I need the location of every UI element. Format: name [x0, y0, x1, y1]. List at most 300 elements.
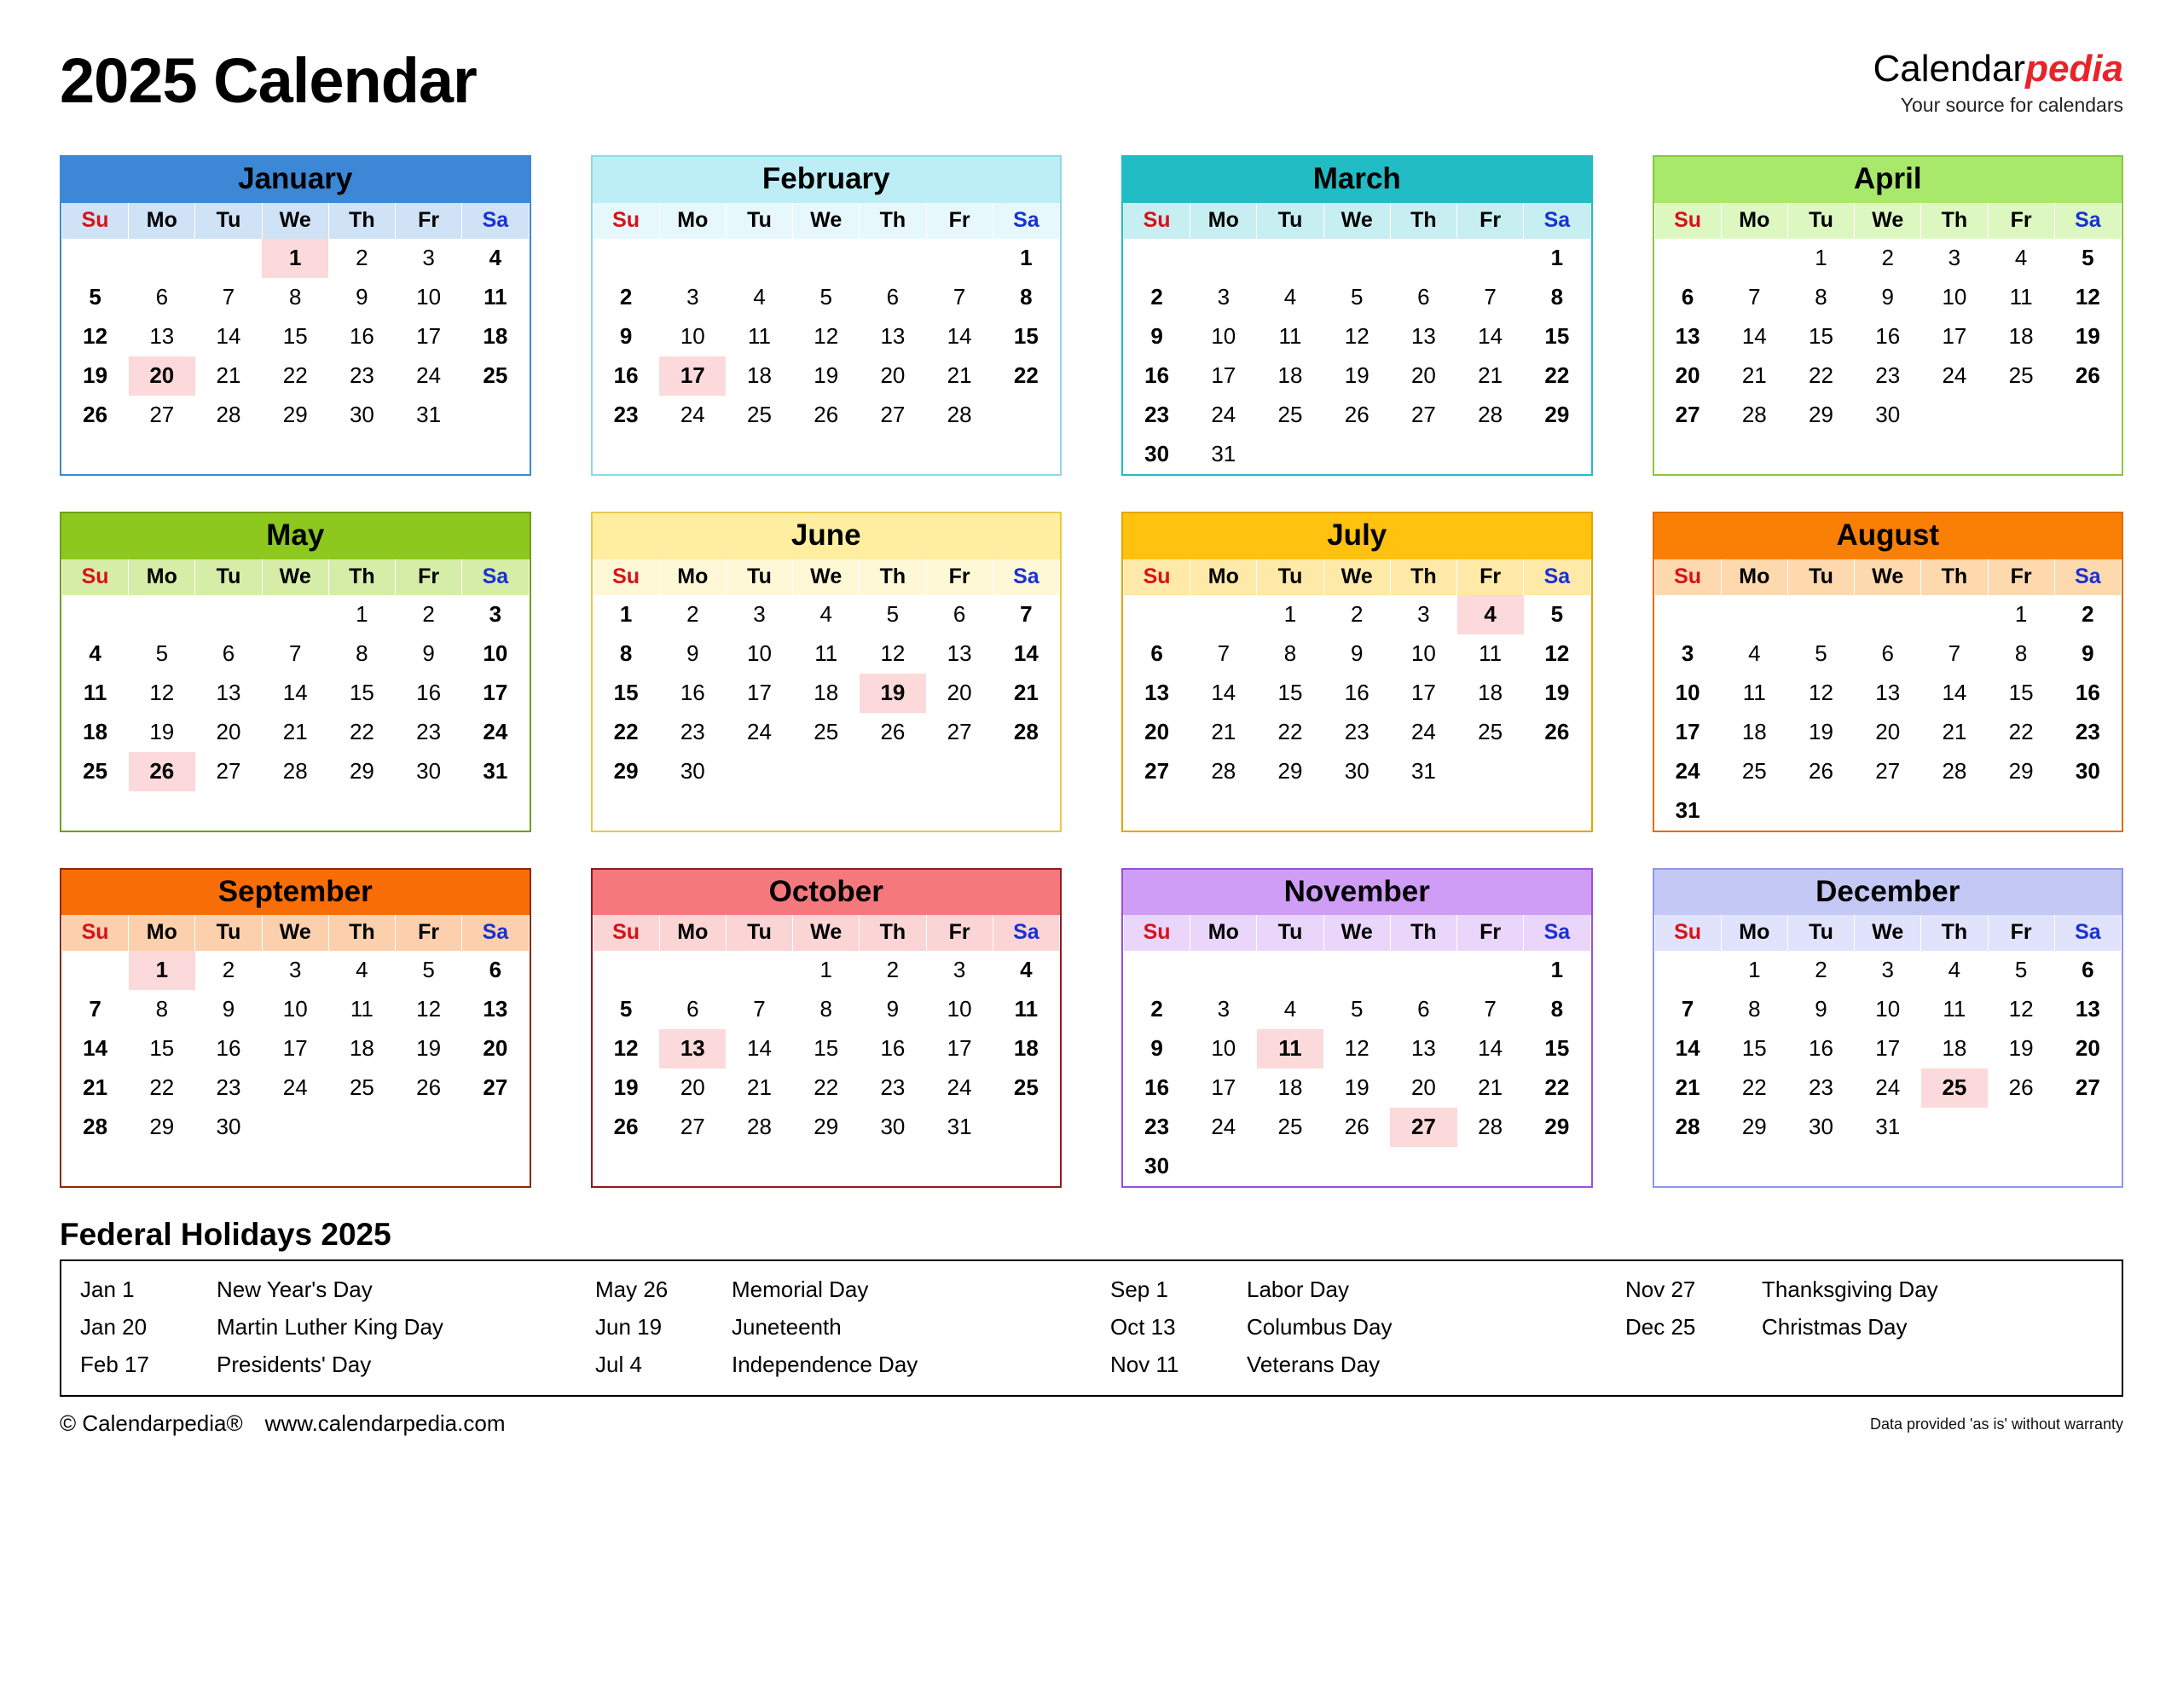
day-cell: 9: [356, 283, 368, 310]
day-cell: 15: [1809, 322, 1833, 349]
weekday-tu: Tu: [195, 915, 262, 951]
day-cell: 1: [2014, 600, 2028, 627]
day-cell-empty: [993, 396, 1059, 435]
holiday-name: Memorial Day: [732, 1277, 869, 1303]
holiday-date: Jan 1: [80, 1277, 135, 1303]
day-cell: 2: [1150, 996, 1163, 1022]
weekday-we: We: [793, 203, 860, 239]
day-cell-empty: [1190, 951, 1257, 990]
day-cell-empty: [129, 239, 195, 278]
weekday-sa: Sa: [462, 559, 529, 595]
day-cell: 21: [1013, 679, 1039, 705]
day-cell-empty: [1921, 595, 1988, 634]
day-cell: 15: [814, 1035, 839, 1062]
day-cell: 1: [1550, 244, 1564, 270]
month-title: November: [1123, 870, 1591, 916]
day-cell-empty: [1921, 791, 1988, 831]
day-cell: 8: [1550, 996, 1564, 1022]
day-cell-empty: [1257, 1147, 1323, 1186]
day-cell: 31: [947, 1114, 972, 1140]
day-cell: 20: [1144, 718, 1170, 744]
day-cell: 22: [1741, 1074, 1767, 1101]
day-cell: 5: [1350, 996, 1364, 1022]
holiday-row: [80, 1271, 568, 1309]
page-footer: [60, 1410, 2123, 1437]
week-row: [1124, 1147, 1591, 1186]
months-grid: [60, 155, 2123, 1188]
week-row: [62, 674, 530, 713]
month-table: [61, 203, 530, 435]
weekday-we: We: [262, 203, 328, 239]
day-cell: 28: [83, 1114, 108, 1140]
day-cell: 16: [1144, 362, 1170, 388]
month-title: January: [61, 157, 530, 203]
day-cell-empty: [793, 239, 860, 278]
weekday-we: We: [1855, 203, 1921, 239]
day-cell: 13: [149, 322, 175, 349]
day-cell: 13: [880, 322, 906, 349]
day-cell-empty: [1457, 752, 1524, 791]
holiday-name: New Year's Day: [217, 1277, 373, 1303]
day-cell: 27: [1390, 1108, 1456, 1147]
day-cell-empty: [2054, 1108, 2121, 1147]
month-may: [60, 512, 531, 832]
day-cell: 25: [814, 718, 839, 744]
holidays-section: [60, 1217, 2123, 1397]
day-cell-empty: [1457, 951, 1524, 990]
weekday-tu: Tu: [1787, 203, 1854, 239]
holiday-row: [595, 1309, 1083, 1346]
day-cell: 9: [886, 996, 900, 1022]
week-row: [593, 951, 1060, 990]
day-cell-empty: [195, 595, 262, 634]
week-row: [593, 713, 1060, 752]
day-cell: 17: [659, 356, 726, 396]
holiday-row: [1110, 1346, 1598, 1384]
day-cell: 20: [216, 718, 241, 744]
day-cell: 22: [349, 718, 374, 744]
day-cell: 13: [947, 640, 972, 666]
day-cell: 27: [947, 718, 972, 744]
month-table: [1123, 203, 1591, 474]
day-cell: 19: [149, 718, 175, 744]
day-cell: 6: [686, 996, 699, 1022]
day-cell-empty: [1190, 1147, 1257, 1186]
day-cell: 30: [1144, 1153, 1170, 1179]
day-cell: 8: [1283, 640, 1297, 666]
week-row: [1654, 951, 2122, 990]
day-cell: 29: [1809, 401, 1833, 427]
day-cell: 19: [1544, 679, 1570, 705]
weekday-fr: Fr: [396, 203, 462, 239]
day-cell: 18: [1277, 362, 1303, 388]
weekday-fr: Fr: [1457, 559, 1524, 595]
day-cell-empty: [926, 239, 993, 278]
day-cell: 9: [1881, 283, 1894, 310]
holiday-row: [1110, 1309, 1598, 1346]
day-cell: 27: [149, 401, 175, 427]
day-cell: 5: [1350, 283, 1364, 310]
day-cell: 4: [1948, 957, 1961, 983]
day-cell: 19: [860, 674, 926, 713]
weekday-th: Th: [860, 915, 926, 951]
weekday-su: Su: [1654, 915, 1721, 951]
day-cell-empty: [1921, 396, 1988, 435]
weekday-th: Th: [1390, 915, 1456, 951]
weekday-header-row: [62, 559, 530, 595]
week-row: [593, 278, 1060, 317]
weekday-tu: Tu: [1257, 559, 1323, 595]
day-cell: 17: [282, 1035, 308, 1062]
weekday-su: Su: [1124, 559, 1190, 595]
holiday-name: Thanksgiving Day: [1762, 1277, 1938, 1303]
holiday-row: [1625, 1309, 2113, 1346]
week-row: [62, 951, 530, 990]
week-row: [1654, 278, 2122, 317]
day-cell: 24: [1942, 362, 1967, 388]
weekday-fr: Fr: [926, 203, 993, 239]
day-cell: 8: [155, 996, 169, 1022]
weekday-mo: Mo: [659, 203, 726, 239]
week-row: [593, 396, 1060, 435]
day-cell: 14: [947, 322, 972, 349]
day-cell: 11: [1278, 322, 1302, 349]
day-cell: 28: [1478, 401, 1503, 427]
day-cell: 17: [1675, 718, 1700, 744]
month-title: December: [1654, 870, 2122, 916]
day-cell: 2: [2082, 600, 2094, 627]
brand-block: [1873, 34, 2123, 117]
weekday-we: We: [793, 559, 860, 595]
day-cell: 15: [1741, 1035, 1767, 1062]
day-cell: 30: [349, 401, 374, 427]
weekday-su: Su: [1654, 203, 1721, 239]
weekday-header-row: [62, 915, 530, 951]
day-cell: 10: [947, 996, 972, 1022]
day-cell: 1: [1020, 244, 1033, 270]
copyright: [60, 1410, 505, 1437]
day-cell: 30: [416, 757, 442, 784]
weekday-th: Th: [328, 559, 395, 595]
day-cell: 2: [1150, 283, 1163, 310]
day-cell: 2: [686, 600, 699, 627]
day-cell: 24: [947, 1074, 972, 1101]
day-cell: 5: [2014, 957, 2028, 983]
day-cell: 9: [1350, 640, 1364, 666]
day-cell-empty: [593, 239, 659, 278]
day-cell-empty: [1524, 752, 1590, 791]
week-row: [1654, 595, 2122, 634]
day-cell: 7: [89, 996, 101, 1022]
day-cell: 31: [1875, 1114, 1901, 1140]
weekday-header-row: [1124, 203, 1591, 239]
day-cell-empty: [659, 239, 726, 278]
week-row: [62, 752, 530, 791]
day-cell: 26: [1809, 757, 1833, 784]
day-cell: 2: [619, 283, 633, 310]
day-cell: 19: [2075, 322, 2100, 349]
day-cell: 4: [1283, 283, 1297, 310]
day-cell: 15: [2008, 679, 2034, 705]
day-cell: 12: [1544, 640, 1570, 666]
day-cell: 5: [89, 283, 101, 310]
day-cell-empty: [1921, 1108, 1988, 1147]
day-cell: 6: [1881, 640, 1894, 666]
day-cell: 11: [1479, 640, 1503, 666]
day-cell: 18: [1277, 1074, 1303, 1101]
weekday-sa: Sa: [462, 203, 529, 239]
week-row: [593, 634, 1060, 674]
website-url[interactable]: www.calendarpedia.com: [264, 1410, 506, 1437]
day-cell: 19: [83, 362, 108, 388]
holiday-row: [80, 1346, 568, 1384]
day-cell: 21: [947, 362, 972, 388]
day-cell: 25: [1478, 718, 1503, 744]
day-cell: 10: [1410, 640, 1436, 666]
holiday-column: [61, 1271, 576, 1383]
day-cell: 24: [1211, 1114, 1236, 1140]
day-cell: 2: [886, 957, 900, 983]
day-cell: 18: [814, 679, 839, 705]
month-title: June: [593, 513, 1061, 559]
day-cell-empty: [262, 595, 328, 634]
weekday-mo: Mo: [1190, 915, 1257, 951]
day-cell-empty: [1988, 791, 2054, 831]
day-cell: 14: [1478, 322, 1503, 349]
day-cell: 9: [686, 640, 699, 666]
day-cell: 11: [1014, 996, 1039, 1022]
day-cell: 14: [1675, 1035, 1700, 1062]
day-cell: 18: [1013, 1035, 1039, 1062]
month-table: [593, 559, 1061, 791]
day-cell: 16: [880, 1035, 906, 1062]
day-cell: 24: [1875, 1074, 1901, 1101]
day-cell: 6: [1417, 996, 1430, 1022]
month-title: May: [61, 513, 530, 559]
week-row: [1654, 674, 2122, 713]
day-cell: 11: [2009, 283, 2033, 310]
day-cell: 14: [1211, 679, 1236, 705]
week-row: [593, 317, 1060, 356]
day-cell: 8: [1020, 283, 1033, 310]
day-cell: 9: [2082, 640, 2094, 666]
day-cell: 17: [947, 1035, 972, 1062]
day-cell: 5: [619, 996, 633, 1022]
holiday-row: [595, 1346, 1083, 1384]
week-row: [62, 239, 530, 278]
day-cell: 2: [1881, 244, 1894, 270]
weekday-su: Su: [593, 559, 659, 595]
day-cell: 28: [1211, 757, 1236, 784]
day-cell: 7: [953, 283, 966, 310]
day-cell: 3: [422, 244, 435, 270]
day-cell: 23: [613, 401, 639, 427]
brand-tagline: Your source for calendars: [1900, 94, 2123, 117]
day-cell: 20: [1875, 718, 1901, 744]
weekday-header-row: [1654, 915, 2122, 951]
month-april: [1653, 155, 2124, 476]
day-cell: 24: [1675, 757, 1700, 784]
day-cell: 7: [288, 640, 302, 666]
holiday-name: Martin Luther King Day: [217, 1313, 443, 1340]
weekday-mo: Mo: [659, 915, 726, 951]
day-cell: 3: [753, 600, 766, 627]
day-cell: 19: [1809, 718, 1833, 744]
day-cell: 29: [1544, 401, 1570, 427]
day-cell: 12: [83, 322, 108, 349]
day-cell: 3: [1681, 640, 1694, 666]
day-cell: 11: [83, 679, 107, 705]
weekday-tu: Tu: [1257, 915, 1323, 951]
day-cell: 27: [1875, 757, 1901, 784]
month-title: October: [593, 870, 1061, 916]
day-cell: 29: [2008, 757, 2034, 784]
day-cell-empty: [1257, 239, 1323, 278]
day-cell: 26: [129, 752, 195, 791]
month-title: April: [1654, 157, 2122, 203]
week-row: [1124, 435, 1591, 474]
day-cell: 21: [1675, 1074, 1700, 1101]
weekday-su: Su: [62, 559, 129, 595]
day-cell: 12: [880, 640, 906, 666]
day-cell: 1: [819, 957, 832, 983]
day-cell: 22: [1544, 362, 1570, 388]
day-cell: 30: [1144, 440, 1170, 466]
week-row: [1654, 239, 2122, 278]
week-row: [1124, 317, 1591, 356]
holiday-name: Juneteenth: [732, 1313, 842, 1340]
holiday-row: [1625, 1271, 2113, 1309]
day-cell: 10: [1211, 322, 1236, 349]
day-cell: 8: [1550, 283, 1564, 310]
day-cell: 13: [1875, 679, 1901, 705]
weekday-we: We: [1323, 203, 1390, 239]
day-cell: 6: [953, 600, 966, 627]
weekday-mo: Mo: [659, 559, 726, 595]
day-cell: 7: [1484, 283, 1497, 310]
weekday-fr: Fr: [1457, 915, 1524, 951]
day-cell-empty: [1323, 435, 1390, 474]
month-february: [591, 155, 1063, 476]
day-cell: 31: [1675, 796, 1700, 823]
day-cell: 12: [2075, 283, 2100, 310]
day-cell-empty: [1257, 435, 1323, 474]
day-cell: 22: [814, 1074, 839, 1101]
day-cell-empty: [1190, 239, 1257, 278]
day-cell: 29: [149, 1114, 175, 1140]
month-october: [591, 868, 1063, 1189]
day-cell: 4: [89, 640, 101, 666]
weekday-su: Su: [62, 915, 129, 951]
day-cell: 8: [619, 640, 633, 666]
day-cell-empty: [1124, 951, 1190, 990]
week-row: [1124, 1108, 1591, 1147]
week-row: [593, 990, 1060, 1029]
month-title: September: [61, 870, 530, 916]
day-cell: 11: [1257, 1029, 1323, 1068]
day-cell: 17: [747, 679, 772, 705]
day-cell: 10: [1942, 283, 1967, 310]
month-january: [60, 155, 531, 476]
weekday-mo: Mo: [1190, 559, 1257, 595]
week-row: [1124, 752, 1591, 791]
day-cell: 26: [1544, 718, 1570, 744]
day-cell: 20: [947, 679, 972, 705]
week-row: [1654, 791, 2122, 831]
week-row: [593, 752, 1060, 791]
day-cell: 29: [1741, 1114, 1767, 1140]
day-cell: 11: [1742, 679, 1766, 705]
day-cell: 19: [814, 362, 839, 388]
day-cell: 15: [1277, 679, 1303, 705]
day-cell: 27: [880, 401, 906, 427]
day-cell: 11: [814, 640, 838, 666]
weekday-fr: Fr: [1457, 203, 1524, 239]
day-cell: 21: [282, 718, 308, 744]
day-cell-empty: [993, 752, 1059, 791]
holiday-date: Jul 4: [595, 1351, 642, 1377]
day-cell: 12: [814, 322, 839, 349]
day-cell-empty: [62, 239, 129, 278]
day-cell-empty: [1721, 239, 1787, 278]
holiday-row: [595, 1271, 1083, 1309]
weekday-su: Su: [1654, 559, 1721, 595]
day-cell: 30: [1344, 757, 1369, 784]
day-cell: 21: [747, 1074, 772, 1101]
week-row: [62, 1068, 530, 1108]
day-cell: 24: [747, 718, 772, 744]
day-cell: 22: [1013, 362, 1039, 388]
weekday-tu: Tu: [726, 559, 792, 595]
day-cell: 20: [2075, 1035, 2100, 1062]
weekday-th: Th: [328, 915, 395, 951]
day-cell: 20: [483, 1035, 508, 1062]
day-cell: 6: [489, 957, 502, 983]
day-cell: 20: [1410, 1074, 1436, 1101]
day-cell: 4: [1020, 957, 1033, 983]
holiday-name: Christmas Day: [1762, 1313, 1908, 1340]
day-cell: 31: [1211, 440, 1236, 466]
day-cell: 17: [416, 322, 442, 349]
month-title: August: [1654, 513, 2122, 559]
weekday-we: We: [1323, 915, 1390, 951]
weekday-su: Su: [593, 915, 659, 951]
week-row: [1124, 990, 1591, 1029]
weekday-fr: Fr: [396, 915, 462, 951]
day-cell: 4: [489, 244, 502, 270]
day-cell: 1: [356, 600, 368, 627]
day-cell: 20: [129, 356, 195, 396]
day-cell: 14: [1478, 1035, 1503, 1062]
day-cell: 30: [216, 1114, 241, 1140]
month-table: [61, 915, 530, 1147]
weekday-mo: Mo: [1721, 203, 1787, 239]
day-cell: 15: [1013, 322, 1039, 349]
day-cell: 24: [416, 362, 442, 388]
day-cell: 13: [483, 996, 508, 1022]
weekday-mo: Mo: [129, 203, 195, 239]
week-row: [1654, 713, 2122, 752]
day-cell: 26: [613, 1114, 639, 1140]
week-row: [1654, 356, 2122, 396]
day-cell: 20: [680, 1074, 705, 1101]
weekday-fr: Fr: [1988, 559, 2054, 595]
weekday-tu: Tu: [726, 915, 792, 951]
day-cell: 18: [1942, 1035, 1967, 1062]
day-cell: 17: [1410, 679, 1436, 705]
brand-name-part1: Calendar: [1873, 48, 2026, 90]
day-cell-empty: [195, 239, 262, 278]
